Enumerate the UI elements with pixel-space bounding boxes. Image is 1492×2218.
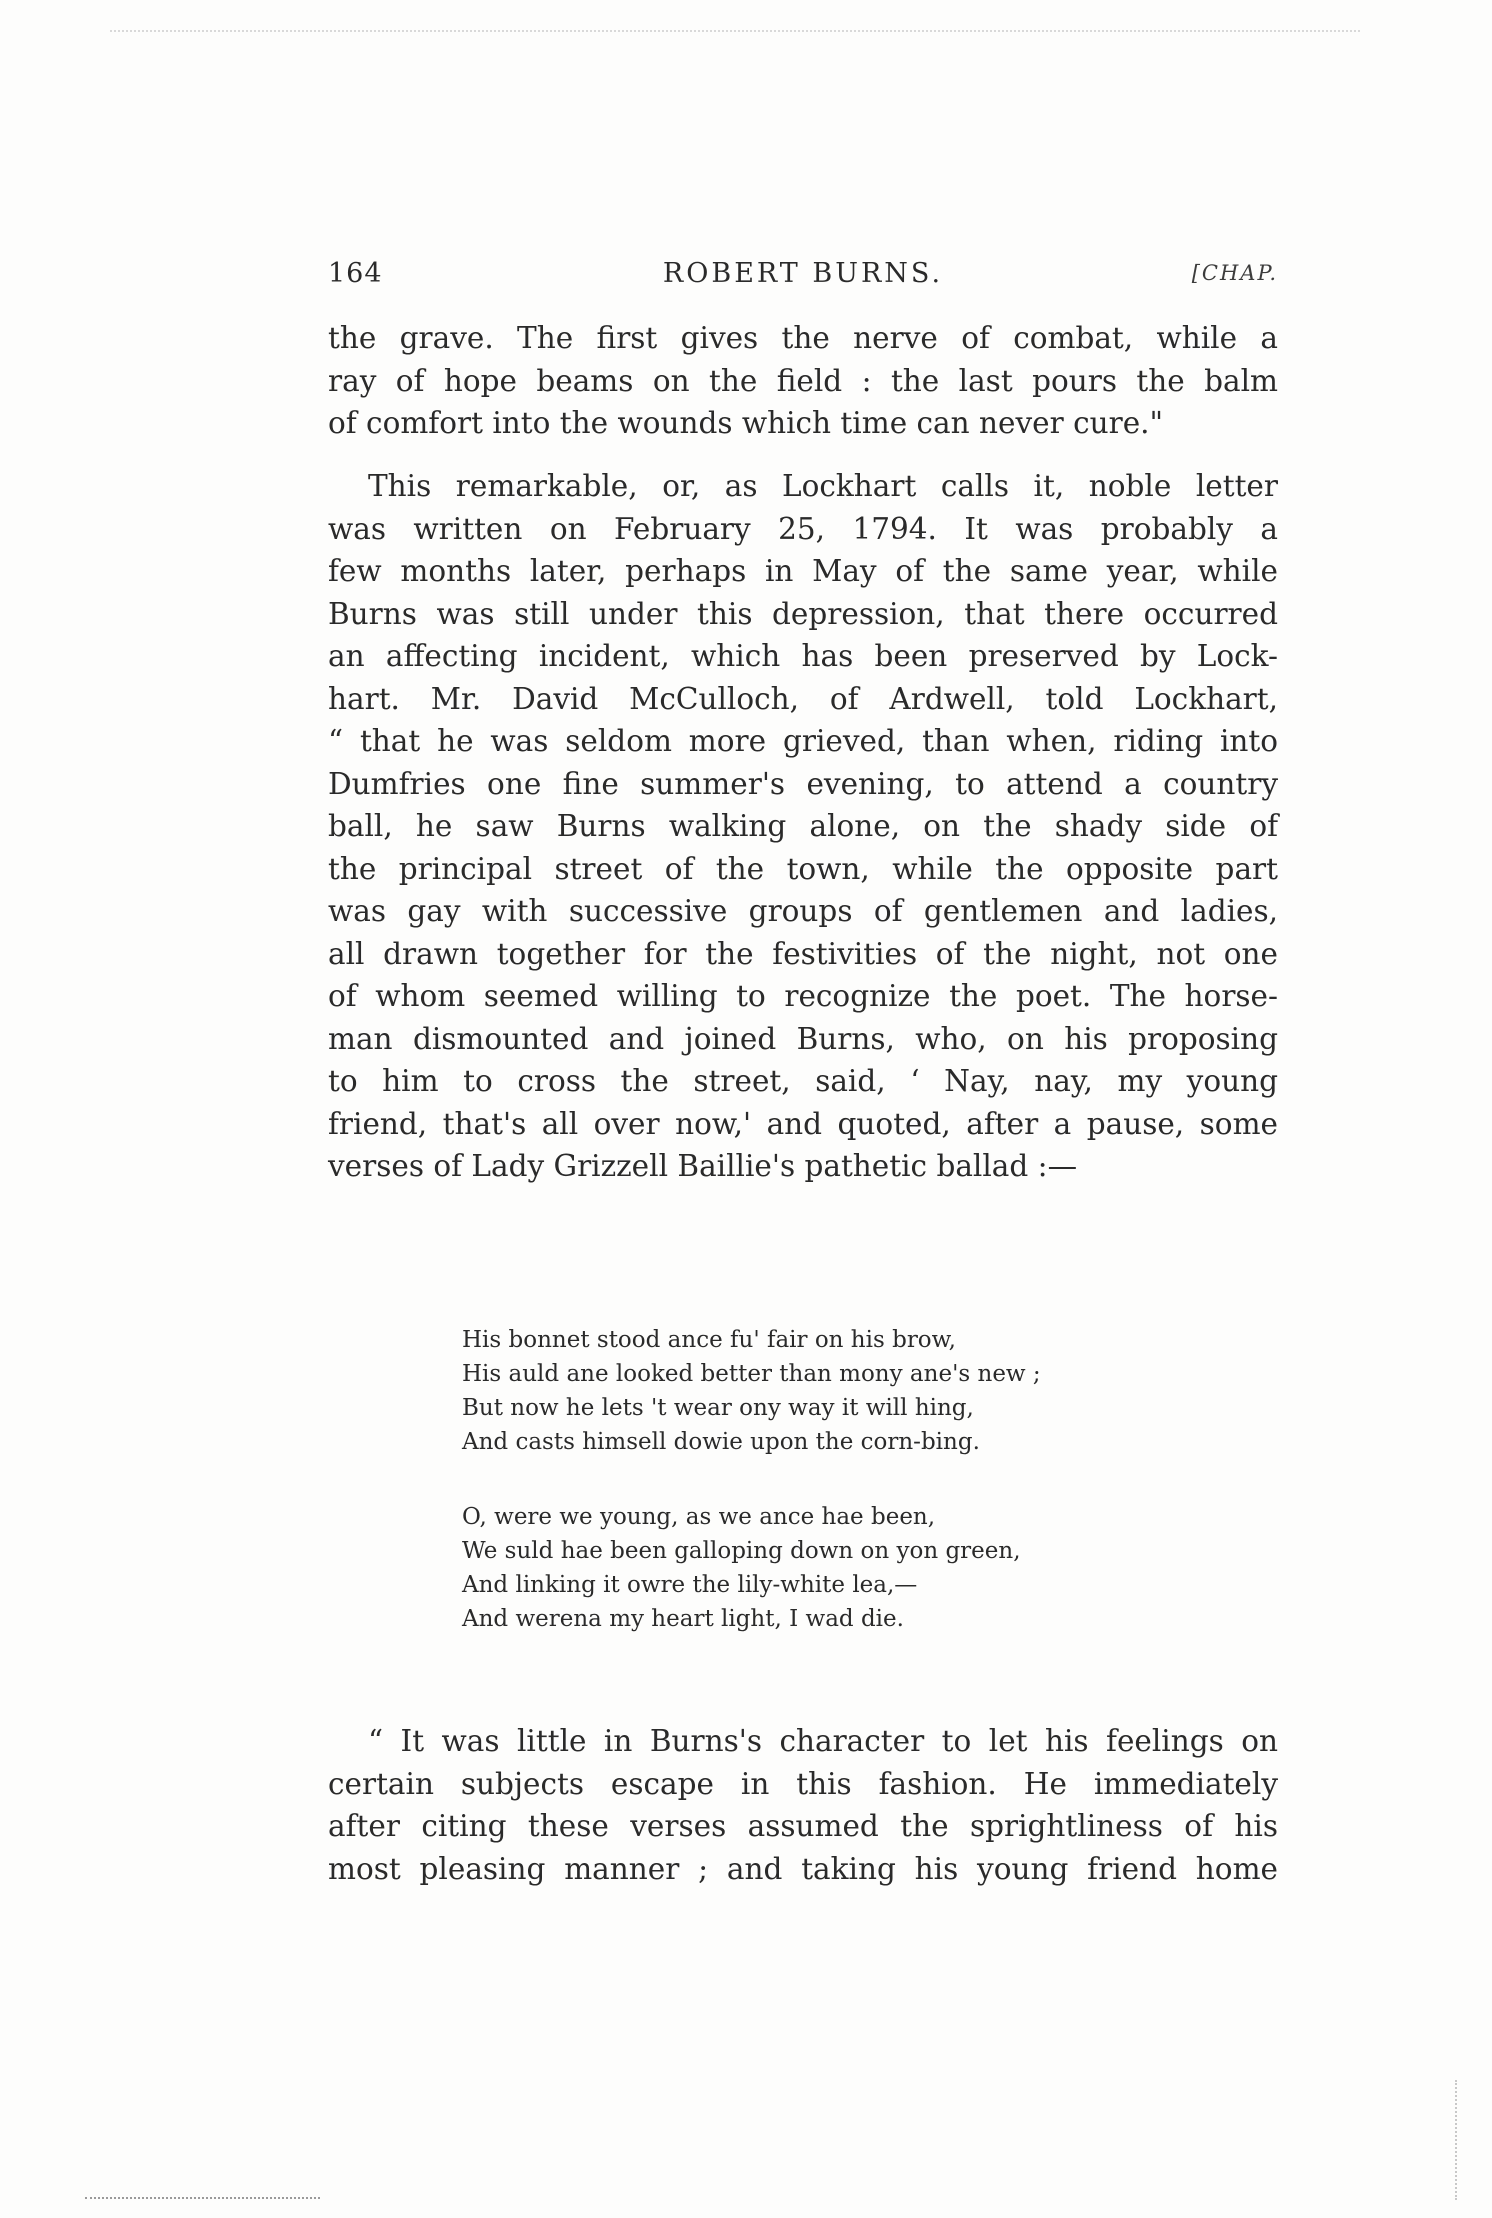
text-line: to him to cross the street, said, ‘ Nay, nay, my young [328,1064,1278,1098]
poem-stanza-1 [462,1323,1262,1459]
poem-verse: And casts himsell dowie upon the corn-bing. [462,1429,980,1455]
text-line: was written on February 25, 1794. It was probably a [328,511,1278,546]
page-number: 164 [328,258,383,289]
paragraph-mcculloch-anecdote [328,465,1278,1188]
text-line: friend, that's all over now,' and quoted, after a pause, some [328,1106,1278,1141]
poem-verse: O, were we young, as we ance hae been, [462,1504,936,1530]
text-line: ray of hope beams on the field : the last pours the balm [328,363,1278,398]
poem-verse: But now he lets 't wear ony way it will hing, [462,1395,974,1421]
scan-artifact-edge [1455,2080,1457,2200]
book-title: ROBERT BURNS. [662,258,944,289]
text-line: certain subjects escape in this fashion. He immediately [328,1766,1278,1801]
text-line: verses of Lady Grizzell Baillie's pathetic ballad :— [328,1149,1078,1183]
text-line: “ It was little in Burns's character to let his feelings on [368,1724,1278,1758]
text-line: Burns was still under this depression, that there occurred [328,596,1278,631]
scan-artifact-dots [110,30,1360,32]
text-line: an affecting incident, which has been preserved by Lock- [328,639,1278,673]
poem-verse: We suld hae been galloping down on yon green, [462,1538,1021,1564]
paragraph-continuation [328,317,1278,445]
poem-verse: His auld ane looked better than mony ane's new ; [462,1361,1041,1387]
text-line: man dismounted and joined Burns, who, on his proposing [328,1021,1278,1056]
text-line: most pleasing manner ; and taking his young friend home [328,1851,1278,1886]
text-line: “ that he was seldom more grieved, than when, riding into [328,724,1278,758]
text-line: the principal street of the town, while the opposite part [328,851,1278,886]
text-line: hart. Mr. David McCulloch, of Ardwell, told Lockhart, [328,681,1278,716]
text-line: all drawn together for the festivities of the night, not one [328,936,1278,971]
poem-verse: His bonnet stood ance fu' fair on his brow, [462,1327,956,1353]
text-line: the grave. The first gives the nerve of combat, while a [328,321,1278,355]
scan-artifact-rule [85,2197,320,2199]
paragraph-burns-character [328,1720,1278,1890]
poem-stanza-2 [462,1500,1262,1636]
text-line: of whom seemed willing to recognize the poet. The horse- [328,979,1278,1013]
running-head [328,258,1278,298]
text-line: This remarkable, or, as Lockhart calls it, noble letter [368,469,1278,503]
text-line: Dumfries one fine summer's evening, to attend a country [328,766,1278,801]
text-line: of comfort into the wounds which time can never cure." [328,406,1164,440]
text-line: ball, he saw Burns walking alone, on the shady side of [328,809,1278,843]
poem-verse: And linking it owre the lily-white lea,— [462,1572,918,1598]
text-line: was gay with successive groups of gentlemen and ladies, [328,894,1278,928]
poem-verse: And werena my heart light, I wad die. [462,1606,904,1632]
chapter-label: [CHAP. [1191,261,1278,285]
text-line: after citing these verses assumed the sprightliness of his [328,1809,1278,1843]
text-line: few months later, perhaps in May of the same year, while [328,554,1278,588]
